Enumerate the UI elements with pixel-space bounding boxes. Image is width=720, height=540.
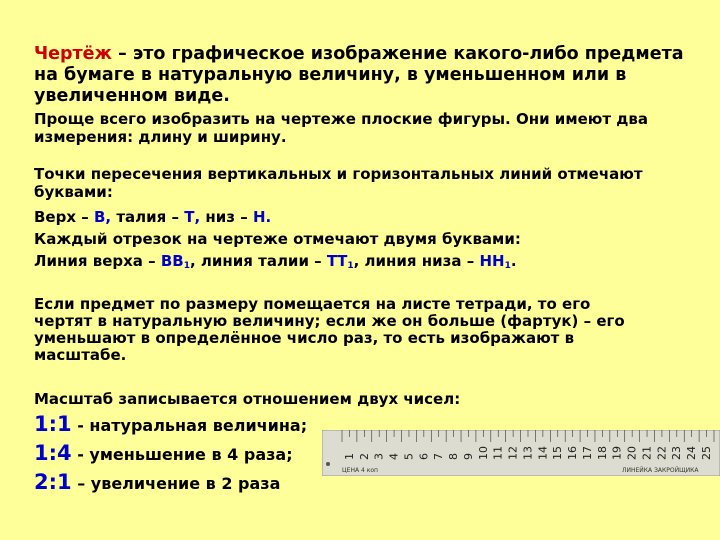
ruler-number: 13 bbox=[521, 446, 535, 460]
waist-line-code: $ТТ_1$ bbox=[326, 252, 354, 271]
ruler-number: 18 bbox=[595, 446, 609, 460]
ruler-number: 24 bbox=[685, 446, 699, 460]
ruler-number: 22 bbox=[655, 446, 669, 460]
lines-line-end: . bbox=[510, 252, 517, 270]
scale-ratio-2: 1:4 bbox=[34, 441, 72, 465]
para3-line-1: Точки пересечения вертикальных и горизонтальных линий отмечают bbox=[34, 165, 643, 183]
ruler-number: 3 bbox=[372, 453, 386, 460]
waist-label: талия – bbox=[111, 208, 185, 226]
ruler-number: 21 bbox=[640, 446, 654, 460]
scale-item-1 bbox=[34, 412, 307, 436]
top-line-label: Линия верха – bbox=[34, 252, 161, 270]
ruler-number: 20 bbox=[625, 446, 639, 460]
scale-ratio-3: 2:1 bbox=[34, 470, 72, 494]
lines-line bbox=[34, 252, 517, 271]
para4-line-3: уменьшают в определённое число раз, то есть изображают в bbox=[34, 329, 575, 347]
scale-item-3 bbox=[34, 470, 280, 494]
ruler-number: 19 bbox=[610, 446, 624, 460]
waist-letter: Т, bbox=[184, 208, 201, 226]
para2-line-2: измерения: длину и ширину. bbox=[34, 128, 287, 146]
ruler-number: 8 bbox=[447, 453, 461, 460]
ruler-number: 25 bbox=[700, 446, 713, 460]
intersection-paragraph bbox=[34, 165, 643, 201]
scale-ratio-1: 1:1 bbox=[34, 412, 72, 436]
flat-figures-paragraph bbox=[34, 110, 648, 146]
letters-line bbox=[34, 208, 271, 226]
bottom-line-code: $НН_1$ bbox=[479, 252, 511, 271]
ruler-number: 2 bbox=[357, 453, 371, 460]
definition-paragraph bbox=[34, 44, 684, 107]
term-drawing: Чертёж bbox=[34, 44, 112, 64]
waist-line-label: , линия талии – bbox=[189, 252, 327, 270]
top-line-code: $ВВ_1$ bbox=[160, 252, 190, 271]
scale-item-2 bbox=[34, 441, 293, 465]
scale-text-1: - натуральная величина; bbox=[71, 416, 308, 435]
ruler-maker-label: ЛИНЕЙКА ЗАКРОЙЩИКА bbox=[622, 467, 699, 474]
para2-line-1: Проще всего изобразить на чертеже плоские фигуры. Они имеют два bbox=[34, 110, 648, 128]
bottom-label: низ – bbox=[200, 208, 253, 226]
scale-text-2: - уменьшение в 4 раза; bbox=[71, 445, 293, 464]
ruler-number: 10 bbox=[476, 446, 490, 460]
scale-intro: Масштаб записывается отношением двух чисел: bbox=[34, 390, 461, 408]
bottom-letter: Н. bbox=[252, 208, 272, 226]
definition-line-3: увеличенном виде. bbox=[34, 86, 230, 106]
para4-line-2: чертят в натуральную величину; если же он больше (фартук) – его bbox=[34, 312, 625, 330]
ruler-number: 14 bbox=[536, 446, 550, 460]
ruler-price-label: ЦЕНА 4 коп bbox=[342, 467, 378, 474]
para4-line-4: масштабе. bbox=[34, 346, 127, 364]
para3-line-2: буквами: bbox=[34, 183, 113, 201]
scale-explanation-paragraph bbox=[34, 296, 625, 364]
ruler-number: 7 bbox=[432, 453, 446, 460]
ruler-number: 12 bbox=[506, 446, 520, 460]
scale-text-3: – увеличение в 2 раза bbox=[71, 474, 281, 493]
ruler-number: 23 bbox=[670, 446, 684, 460]
bottom-line-label: , линия низа – bbox=[353, 252, 480, 270]
ruler-image bbox=[322, 430, 720, 476]
ruler-number: 17 bbox=[580, 446, 594, 460]
ruler-number: 9 bbox=[461, 453, 475, 460]
top-letter: В, bbox=[93, 208, 112, 226]
ruler-number: 16 bbox=[566, 446, 580, 460]
ruler-number: 5 bbox=[402, 453, 416, 460]
ruler-number: 11 bbox=[491, 446, 505, 460]
ruler-number: 15 bbox=[551, 446, 565, 460]
ruler-number: 1 bbox=[342, 453, 356, 460]
segments-line: Каждый отрезок на чертеже отмечают двумя буквами: bbox=[34, 230, 521, 248]
ruler-hole bbox=[326, 462, 330, 466]
ruler-number: 6 bbox=[417, 453, 431, 460]
definition-line-2: на бумаге в натуральную величину, в уменьшенном или в bbox=[34, 65, 627, 85]
ruler-number: 4 bbox=[387, 453, 401, 460]
para4-line-1: Если предмет по размеру помещается на листе тетради, то его bbox=[34, 295, 591, 313]
top-label: Верх – bbox=[34, 208, 94, 226]
definition-line-1: – это графическое изображение какого-либо предмета bbox=[111, 44, 684, 64]
